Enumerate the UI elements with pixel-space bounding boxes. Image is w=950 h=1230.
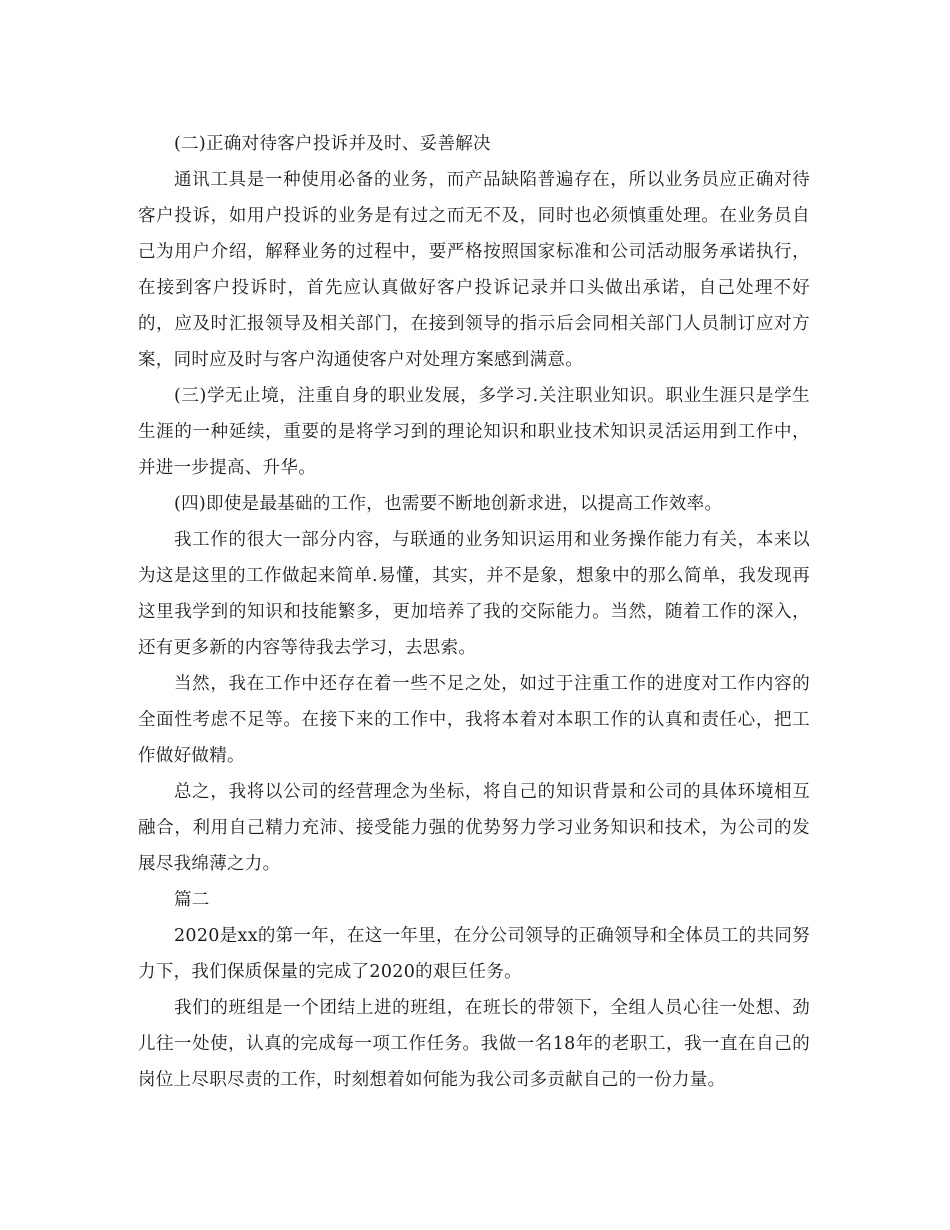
paragraph-section-3-learning: (三)学无止境，注重自身的职业发展，多学习.关注职业知识。职业生涯只是学生生涯的一种延续，重要的是将学习到的理论知识和职业技术知识灵活运用到工作中，并进一步提高、升华。 [138,386,810,478]
paragraph-section-4-innovation: (四)即使是最基础的工作，也需要不断地创新求进，以提高工作效率。 [174,494,723,514]
paragraph-shortcomings: 当然，我在工作中还存在着一些不足之处，如过于注重工作的进度对工作内容的全面性考虑不足等。在接下来的工作中，我将本着对本职工作的认真和责任心，把工作做好做精。 [138,674,810,766]
paragraph-team-description: 我们的班组是一个团结上进的班组，在班长的带领下，全组人员心往一处想、劲儿往一处使，认真的完成每一项工作任务。我做一名18年的老职工，我一直在自己的岗位上尽职尽责的工作，时刻想着如何能为我公司多贡献自己的一份力量。 [138,998,810,1090]
paragraph-section-2-heading: (二)正确对待客户投诉并及时、妥善解决 [174,134,491,154]
paragraph-complaint-handling: 通讯工具是一种使用必备的业务，而产品缺陷普遍存在，所以业务员应正确对待客户投诉，如用户投诉的业务是有过之而无不及，同时也必须慎重处理。在业务员自己为用户介绍，解释业务的过程中，要严格按照国家标准和公司活动服务承诺执行，在接到客户投诉时，首先应认真做好客户投诉记录并口头做出承诺，自己处理不好的，应及时汇报领导及相关部门，在接到领导的指示后会同相关部门人员制订应对方案，同时应及时与客户沟通使客户对处理方案感到满意。 [138,170,810,370]
paragraph-work-content: 我工作的很大一部分内容，与联通的业务知识运用和业务操作能力有关，本来以为这是这里的工作做起来简单.易懂，其实，并不是象，想象中的那么简单，我发现再这里我学到的知识和技能繁多，更加培养了我的交际能力。当然，随着工作的深入，还有更多新的内容等待我去学习，去思索。 [138,530,810,658]
paragraph-year-summary: 2020是xx的第一年，在这一年里，在分公司领导的正确领导和全体员工的共同努力下，我们保质保量的完成了2020的艰巨任务。 [138,926,810,982]
document-body [138,126,810,1098]
section-heading-part-two: 篇二 [174,890,210,910]
paragraph-conclusion: 总之，我将以公司的经营理念为坐标，将自己的知识背景和公司的具体环境相互融合，利用自己精力充沛、接受能力强的优势努力学习业务知识和技术，为公司的发展尽我绵薄之力。 [138,782,810,874]
